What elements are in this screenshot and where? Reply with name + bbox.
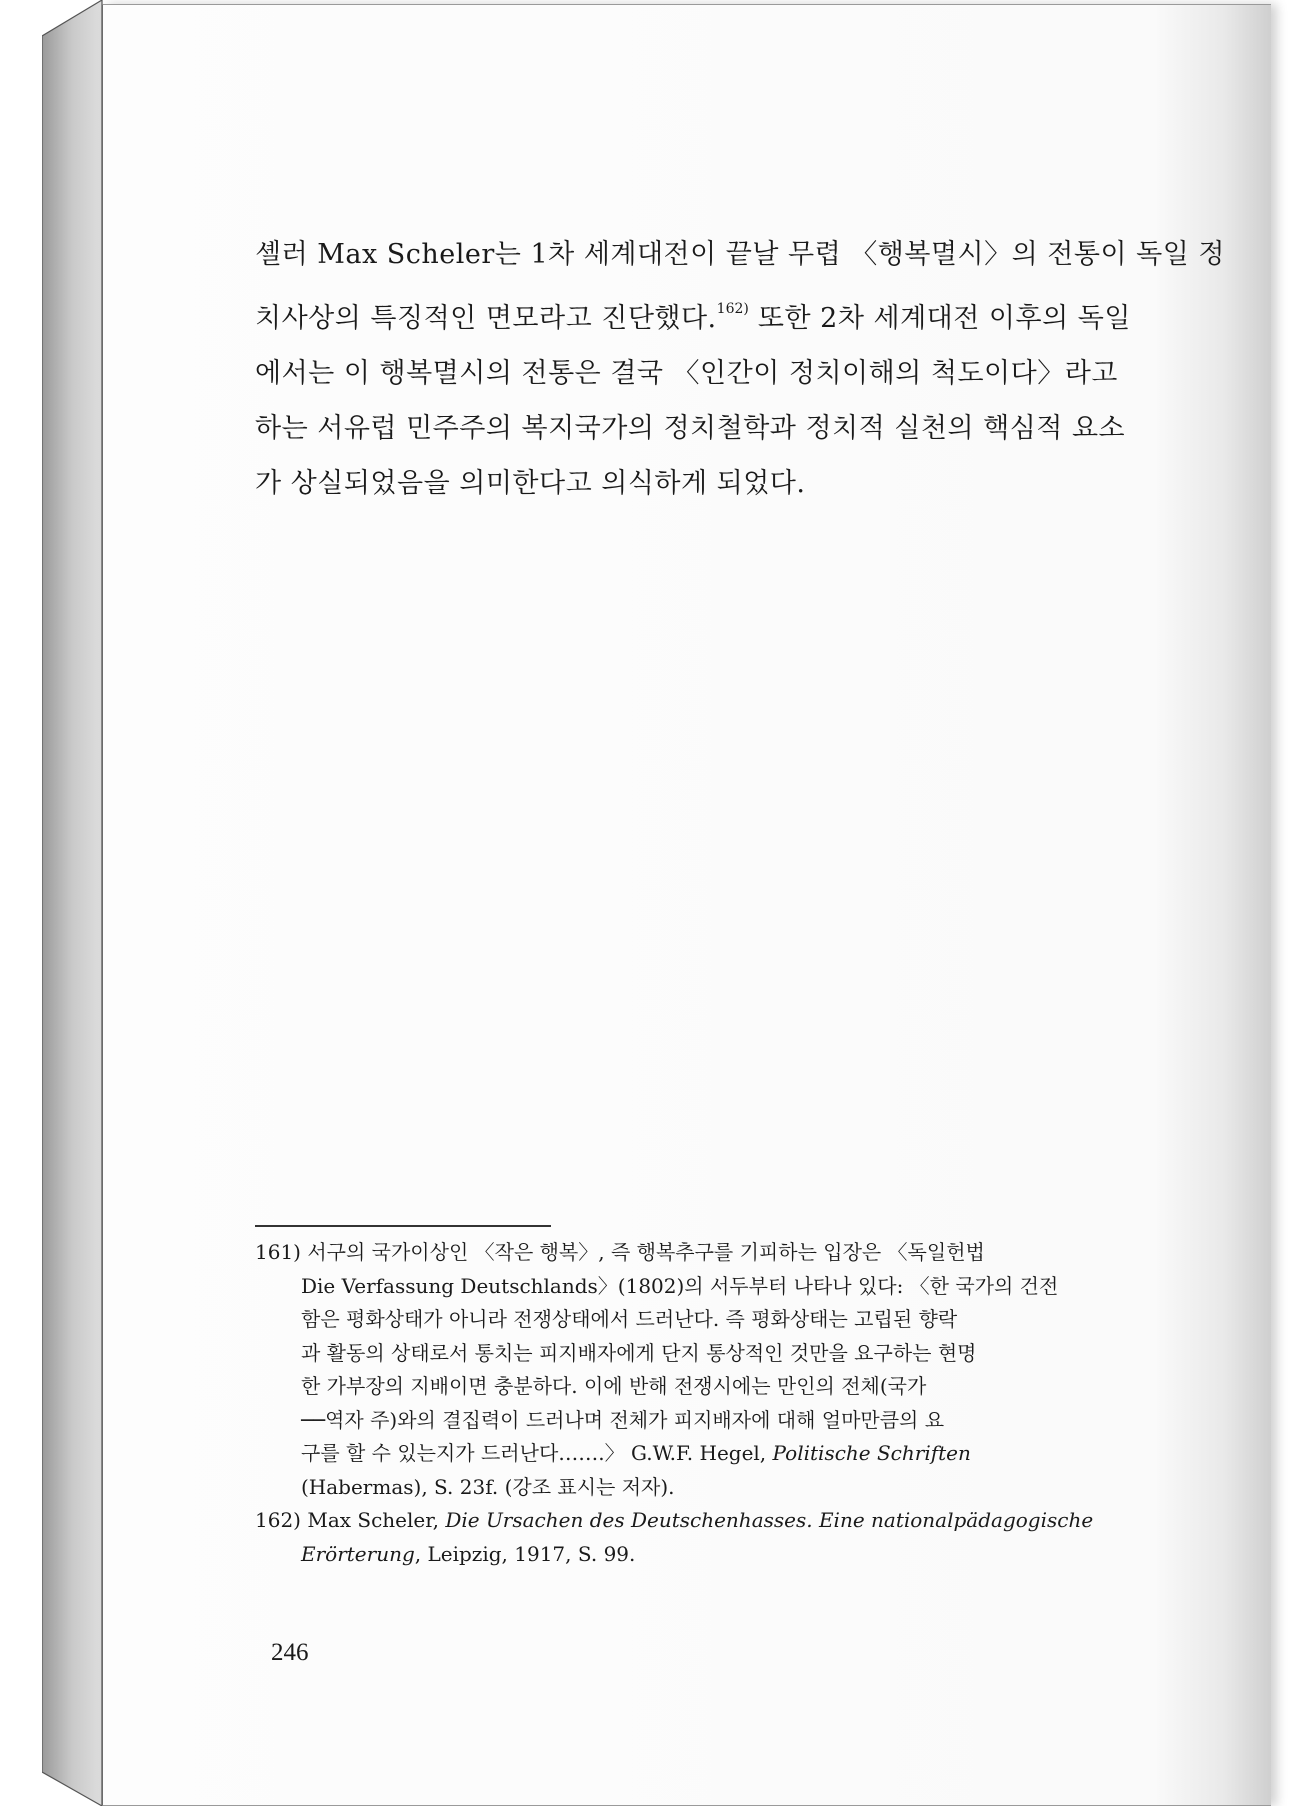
footnote-number: 161) bbox=[255, 1240, 301, 1264]
footnote-line: (Habermas), S. 23f. (강조 표시는 저자). bbox=[301, 1474, 675, 1499]
footnote-number: 162) bbox=[255, 1508, 301, 1532]
book-spine bbox=[42, 0, 104, 1806]
paragraph-line-text: 치사상의 특징적인 면모라고 진단했다. bbox=[255, 303, 717, 334]
footnote-line: Die Verfassung Deutschlands〉(1802)의 서두부터 나타나 있다: 〈한 국가의 건전 bbox=[301, 1273, 1059, 1298]
footnote-author: Max Scheler, bbox=[307, 1508, 446, 1532]
footnotes-section bbox=[255, 1236, 1255, 1571]
book-title: Die Ursachen des Deutschenhasses. Eine nationalpädagogische bbox=[445, 1508, 1094, 1532]
footnote-161 bbox=[255, 1236, 1255, 1504]
footnote-line bbox=[255, 1236, 1255, 1270]
footnote-ref-162: 162) bbox=[716, 301, 749, 317]
footnote-162 bbox=[255, 1504, 1255, 1571]
footnote-separator bbox=[255, 1225, 551, 1227]
footnote-line bbox=[255, 1437, 1255, 1471]
paragraph-line: 셸러 Max Scheler는 1차 세계대전이 끝날 무렵 〈행복멸시〉의 전통이 독일 정 bbox=[255, 239, 1225, 270]
paragraph-line: 하는 서유럽 민주주의 복지국가의 정치철학과 정치적 실천의 핵심적 요소 bbox=[255, 413, 1126, 444]
paragraph-line: 에서는 이 행복멸시의 전통은 결국 〈인간이 정치이해의 척도이다〉라고 bbox=[255, 358, 1118, 389]
footnote-line bbox=[255, 1504, 1255, 1538]
footnote-line: 한 가부장의 지배이면 충분하다. 이에 반해 전쟁시에는 만인의 전체(국가 bbox=[301, 1374, 927, 1398]
book-title: Politische Schriften bbox=[772, 1441, 971, 1465]
book-edge-graphic bbox=[42, 0, 104, 1806]
footnote-text: 구를 할 수 있는지가 드러난다…….〉 G.W.F. Hegel, bbox=[301, 1441, 773, 1465]
book-title: Erörterung bbox=[301, 1541, 415, 1566]
footnote-text: , Leipzig, 1917, S. 99. bbox=[414, 1541, 636, 1566]
page-number: 246 bbox=[271, 1639, 309, 1666]
paragraph-line-text: 또한 2차 세계대전 이후의 독일 bbox=[748, 303, 1131, 334]
paragraph-line bbox=[255, 282, 1255, 346]
book-page bbox=[102, 4, 1271, 1806]
footnote-line bbox=[255, 1538, 1255, 1572]
paragraph-line: 가 상실되었음을 의미한다고 의식하게 되었다. bbox=[255, 468, 806, 499]
main-paragraph bbox=[255, 227, 1255, 511]
footnote-line: 과 활동의 상태로서 통치는 피지배자에게 단지 통상적인 것만을 요구하는 현명 bbox=[301, 1340, 977, 1365]
footnote-text: 서구의 국가이상인 〈작은 행복〉, 즉 행복추구를 기피하는 입장은 〈독일헌법 bbox=[307, 1240, 985, 1264]
footnote-line: ──역자 주)와의 결집력이 드러나며 전체가 피지배자에 대해 얼마만큼의 요 bbox=[301, 1407, 945, 1432]
footnote-line: 함은 평화상태가 아니라 전쟁상태에서 드러난다. 즉 평화상태는 고립된 향락 bbox=[301, 1307, 958, 1331]
